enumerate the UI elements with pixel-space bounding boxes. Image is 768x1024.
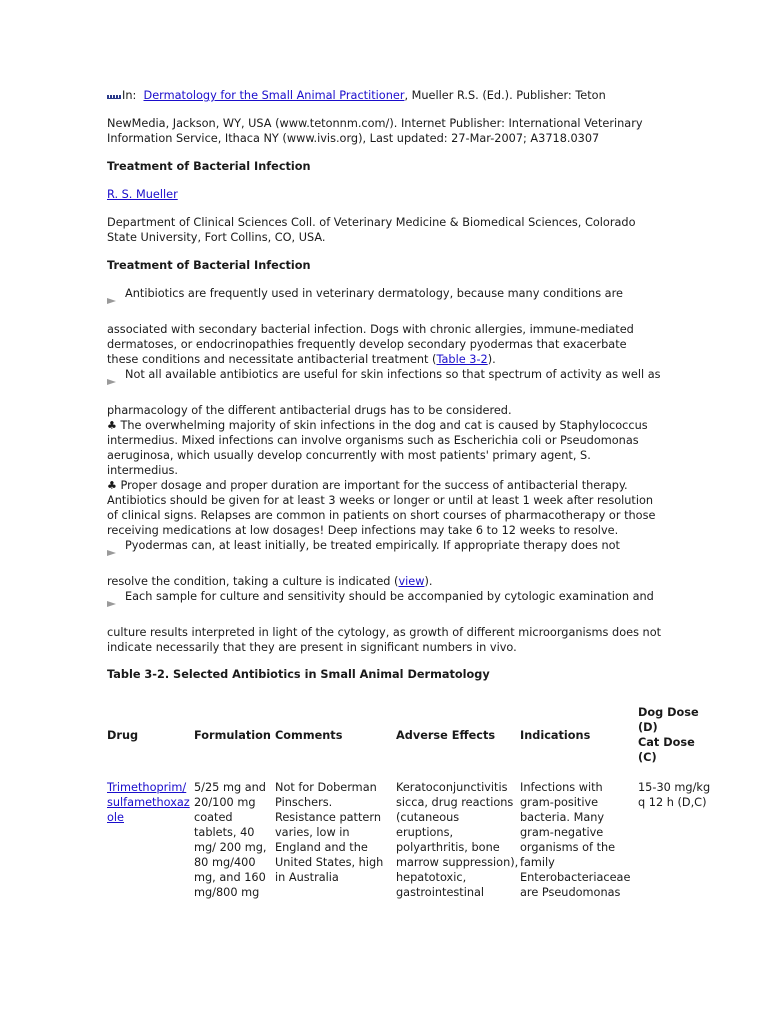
bullet-block-2 bbox=[107, 367, 747, 538]
citation-line-2: NewMedia, Jackson, WY, USA (www.tetonnm.com/). Internet Publisher: International Veterinary bbox=[107, 117, 643, 130]
table-title: Table 3-2. Selected Antibiotics in Small Animal Dermatology bbox=[107, 668, 490, 681]
paragraph-line: of clinical signs. Relapses are common in patients on short courses of pharmacotherapy or those bbox=[107, 509, 656, 522]
book-image-icon[interactable] bbox=[107, 95, 121, 99]
bullet-arrow-icon bbox=[107, 550, 116, 556]
bullet-head-text: Each sample for culture and sensitivity should be accompanied by cytologic examination and bbox=[125, 590, 654, 603]
table-row bbox=[107, 765, 718, 900]
paragraph-line: aeruginosa, which usually develop concurrently with most patients' primary agent, S. bbox=[107, 449, 591, 462]
col-header-drug: Drug bbox=[107, 728, 139, 742]
paragraph-line: dermatoses, or endocrinopathies frequently develop secondary pyodermas that exacerbate bbox=[107, 338, 627, 351]
section-heading: Treatment of Bacterial Infection bbox=[107, 259, 311, 272]
bullet-arrow-icon bbox=[107, 298, 116, 304]
paragraph-line: receiving medications at low dosages! Deep infections may take 6 to 12 weeks to resolve. bbox=[107, 524, 619, 537]
bullet-head-text: Not all available antibiotics are useful for skin infections so that spectrum of activity as well as bbox=[125, 368, 661, 381]
citation-prefix: In: bbox=[122, 89, 137, 102]
table-3-2-link[interactable]: Table 3-2 bbox=[436, 353, 488, 366]
book-title-link[interactable]: Dermatology for the Small Animal Practitioner bbox=[143, 89, 405, 102]
paragraph-line: intermedius. Mixed infections can involve organisms such as Escherichia coli or Pseudomonas bbox=[107, 434, 639, 447]
paragraph-line: Antibiotics should be given for at least 3 weeks or longer or until at least 1 week after resolution bbox=[107, 494, 654, 507]
bullet-arrow-icon bbox=[107, 601, 116, 607]
bullet-head-4 bbox=[107, 589, 747, 604]
bullet-head-2 bbox=[107, 367, 747, 382]
col-header-dose: Dog Dose (D) Cat Dose (C) bbox=[638, 706, 699, 764]
author-link[interactable]: R. S. Mueller bbox=[107, 188, 178, 201]
cell-dose: 15-30 mg/kg q 12 h (D,C) bbox=[638, 781, 711, 809]
table-header-row bbox=[107, 705, 718, 765]
cell-comments: Not for Doberman Pinschers. Resistance pattern varies, low in England and the United States, high in Australia bbox=[275, 781, 384, 884]
author-line bbox=[107, 187, 747, 202]
bullet-head-1 bbox=[107, 286, 747, 301]
col-header-comments: Comments bbox=[275, 728, 343, 742]
bullet-head-text: Pyodermas can, at least initially, be treated empirically. If appropriate therapy does not bbox=[125, 539, 620, 552]
paragraph-line: indicate necessarily that they are present in significant numbers in vivo. bbox=[107, 641, 517, 654]
paragraph-line: associated with secondary bacterial infection. Dogs with chronic allergies, immune-mediated bbox=[107, 323, 634, 336]
document-body bbox=[107, 86, 747, 682]
paragraph-line: ♣ Proper dosage and proper duration are important for the success of antibacterial therapy. bbox=[107, 479, 628, 492]
bullet-block-4 bbox=[107, 589, 747, 655]
bullet-block-1 bbox=[107, 286, 747, 367]
cell-adverse-effects: Keratoconjunctivitis sicca, drug reactions (cutaneous eruptions, polyarthritis, bone marrow suppression), hepatotoxic, gastrointestinal bbox=[396, 781, 519, 899]
drug-link-trimethoprim[interactable]: Trimethoprim/ sulfamethoxaz ole bbox=[107, 781, 190, 824]
col-header-adverse-effects: Adverse Effects bbox=[396, 728, 496, 742]
cell-formulation: 5/25 mg and 20/100 mg coated tablets, 40 mg/ 200 mg, 80 mg/400 mg, and 160 mg/800 mg bbox=[194, 781, 267, 899]
paragraph-line: ♣ The overwhelming majority of skin infections in the dog and cat is caused by Staphylococcus bbox=[107, 419, 648, 432]
bullet-block-3 bbox=[107, 538, 747, 589]
bullet-head-text: Antibiotics are frequently used in veterinary dermatology, because many conditions are bbox=[125, 287, 623, 300]
cell-drug bbox=[107, 765, 194, 900]
club-bullet-icon: ♣ bbox=[107, 479, 117, 492]
citation-line-3: Information Service, Ithaca NY (www.ivis.org), Last updated: 27-Mar-2007; A3718.0307 bbox=[107, 132, 600, 145]
page-title: Treatment of Bacterial Infection bbox=[107, 160, 311, 173]
paragraph-line: pharmacology of the different antibacterial drugs has to be considered. bbox=[107, 404, 512, 417]
paragraph-line: intermedius. bbox=[107, 464, 179, 477]
dept-line-1: Department of Clinical Sciences Coll. of Veterinary Medicine & Biomedical Sciences, Colorado bbox=[107, 216, 636, 229]
paragraph-line: resolve the condition, taking a culture is indicated (view). bbox=[107, 575, 433, 588]
paragraph-line: culture results interpreted in light of the cytology, as growth of different microorganisms does not bbox=[107, 626, 662, 639]
view-culture-link[interactable]: view bbox=[398, 575, 425, 588]
cell-indications: Infections with gram-positive bacteria. Many gram-negative organisms of the family Enterobacteriaceae are Pseudomonas bbox=[520, 781, 631, 899]
club-bullet-icon: ♣ bbox=[107, 419, 117, 432]
bullet-head-3 bbox=[107, 538, 747, 553]
citation-rest: , Mueller R.S. (Ed.). Publisher: Teton bbox=[404, 89, 606, 102]
bullet-arrow-icon bbox=[107, 379, 116, 385]
dept-line-2: State University, Fort Collins, CO, USA. bbox=[107, 231, 326, 244]
paragraph-line: these conditions and necessitate antibacterial treatment (Table 3-2). bbox=[107, 353, 496, 366]
col-header-indications: Indications bbox=[520, 728, 591, 742]
antibiotics-table bbox=[107, 705, 718, 900]
citation-line-1 bbox=[107, 88, 747, 103]
col-header-formulation: Formulation bbox=[194, 728, 271, 742]
